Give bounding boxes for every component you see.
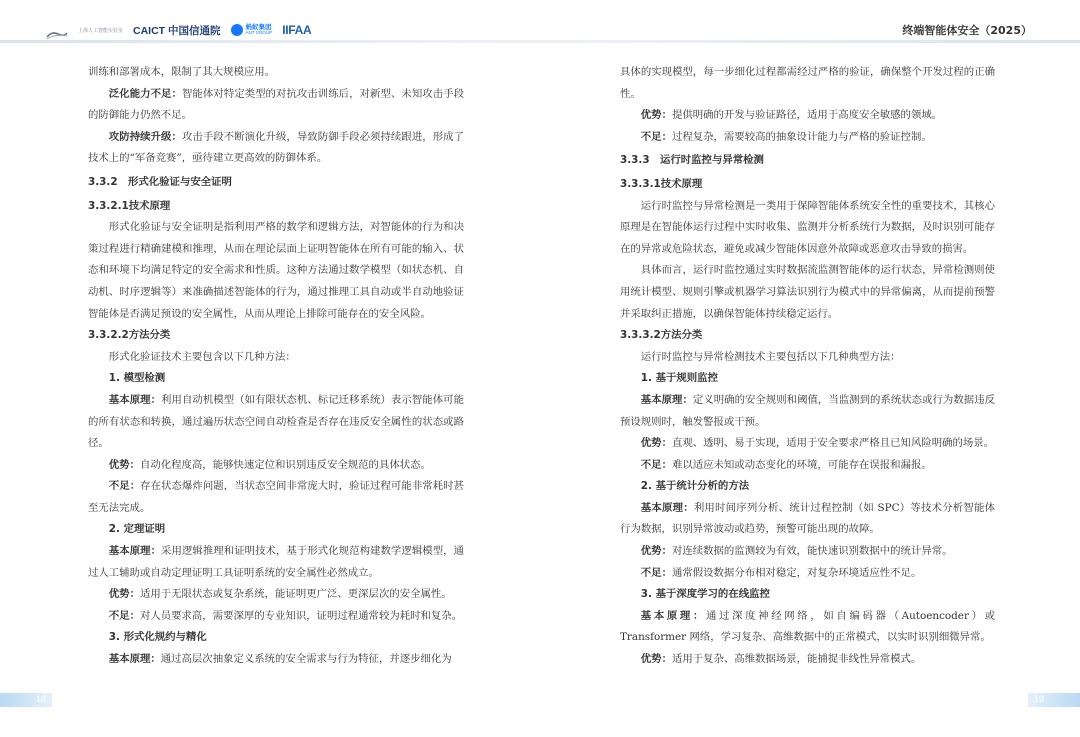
term-label: 不足： xyxy=(108,480,141,493)
term-label: 不足： xyxy=(640,566,672,579)
paragraph xyxy=(88,476,464,519)
term-text: 利用自动机模型（如有限状态机、标记迁移系统）表示智能体可能的所有状态和转换，通过遍历状态空间自动检查是否存在违反安全属性的状态或路径。 xyxy=(88,393,465,450)
section-title: 方法分类 xyxy=(128,329,171,342)
method-heading: 3. 基于深度学习的在线监控 xyxy=(640,588,770,601)
paragraph: 训练和部署成本，限制了其大规模应用。 xyxy=(88,66,276,78)
logo-strip xyxy=(46,20,311,40)
term-text: 过程复杂，需要较高的抽象设计能力与严格的验证控制。 xyxy=(671,130,932,143)
term-text: 采用逻辑推理和证明技术，基于形式化规范构建数学逻辑模型，通过人工辅助或自动定理证明工具证明系统的安全属性必然成立。 xyxy=(88,545,465,579)
term-label: 基本原理： xyxy=(108,393,162,406)
paragraph: 具体而言，运行时监控通过实时数据流监测智能体的运行状态，异常检测则使用统计模型、规则引擎或机器学习算法识别行为模式中的异常偏离，从而提前预警并采取纠正措施，以确保智能体持续稳定运行。 xyxy=(620,264,995,320)
section-title: 形式化验证与安全证明 xyxy=(128,175,232,188)
term-label: 基本原理： xyxy=(640,501,694,514)
section-number: 3.3.3 xyxy=(620,154,650,167)
term-label: 不足： xyxy=(640,130,672,143)
term-label: 基本原理： xyxy=(640,393,693,406)
term-label: 不足： xyxy=(108,609,140,622)
caict-logo: CAICT 中国信通院 xyxy=(133,24,221,37)
paragraph xyxy=(88,127,464,170)
term-text: 适用于无限状态或复杂系统，能证明更广泛、更深层次的安全属性。 xyxy=(139,588,452,601)
paragraph xyxy=(88,84,464,127)
subsection-heading xyxy=(620,174,995,196)
section-number: 3.3.2.2 xyxy=(88,329,129,342)
method-heading: 2. 基于统计分析的方法 xyxy=(640,480,750,493)
term-label: 不足： xyxy=(640,458,672,471)
term-text: 适用于复杂、高维数据场景，能捕捉非线性异常模式。 xyxy=(671,653,922,666)
method-heading: 1. 模型检测 xyxy=(108,372,166,385)
paragraph: 具体的实现模型，每一步细化过程都需经过严格的验证，确保整个开发过程的正确性。 xyxy=(620,66,995,100)
term-text: 通过高层次抽象定义系统的安全需求与行为特征，并逐步细化为 xyxy=(160,653,452,666)
section-title: 方法分类 xyxy=(660,329,703,342)
term-label: 优势： xyxy=(108,588,140,601)
term-text: 自动化程度高，能够快速定位和识别违反安全规范的具体状态。 xyxy=(139,458,431,471)
section-number: 3.3.3.2 xyxy=(620,329,661,342)
section-title: 技术原理 xyxy=(128,199,171,212)
section-heading xyxy=(620,150,995,172)
paragraph xyxy=(88,649,464,671)
term-text: 存在状态爆炸问题，当状态空间非常庞大时，验证过程可能非常耗时甚至无法完成。 xyxy=(88,480,465,514)
term-label: 攻防持续升级： xyxy=(108,130,182,143)
term-label: 优势： xyxy=(640,437,672,450)
section-title: 技术原理 xyxy=(660,177,703,190)
paragraph xyxy=(620,563,995,585)
shanghai-ai-lab-logo-icon xyxy=(46,25,68,35)
paragraph xyxy=(620,390,995,433)
section-number: 3.3.2 xyxy=(88,175,118,188)
paragraph xyxy=(88,390,464,455)
method-heading: 2. 定理证明 xyxy=(108,523,166,536)
header-divider xyxy=(0,40,1080,43)
paragraph xyxy=(620,649,995,671)
paragraph xyxy=(88,584,464,606)
term-label: 优势： xyxy=(640,653,672,666)
term-text: 对人员要求高，需要深厚的专业知识，证明过程通常较为耗时和复杂。 xyxy=(139,609,463,622)
paragraph: 运行时监控与异常检测是一类用于保障智能体系统安全性的重要技术，其核心原理是在智能体运行过程中实时收集、监测并分析系统行为数据，及时识别可能存在的异常或危险状态，避免或减少智能体因意外故障或恶意攻击导致的损害。 xyxy=(620,199,995,255)
method-heading: 1. 基于规则监控 xyxy=(640,372,718,385)
term-label: 基本原理： xyxy=(108,653,161,666)
term-label: 优势： xyxy=(640,545,672,558)
method-heading: 3. 形式化规约与精化 xyxy=(108,631,207,644)
term-text: 通常假设数据分布相对稳定，对复杂环境适应性不足。 xyxy=(671,566,922,579)
subsection-heading xyxy=(88,325,464,347)
term-label: 基本原理： xyxy=(108,545,162,558)
paragraph: 形式化验证与安全证明是指利用严格的数学和逻辑方法，对智能体的行为和决策过程进行精确建模和推理，从而在理论层面上证明智能体在所有可能的输入、状态和环境下均满足特定的安全需求和性质。这种方法通过数学模型（如状态机、自动机、时序逻辑等）来准确描述智能体的行为，通过推理工具自动或半自动地验证智能体是否满足预设的安全属性，从而从理论上排除可能存在的安全风险。 xyxy=(88,221,464,320)
ifaa-logo: IIFAA xyxy=(282,23,312,37)
paragraph xyxy=(620,606,995,649)
term-text: 定义明确的安全规则和阈值，当监测到的系统状态或行为数据违反预设规则时，触发警报或干预。 xyxy=(620,393,995,428)
section-number: 3.3.2.1 xyxy=(88,199,129,212)
page-number-right: 19 xyxy=(1033,694,1044,704)
subsection-heading xyxy=(88,196,464,218)
paragraph xyxy=(88,606,464,628)
ant-group-logo-icon xyxy=(231,24,243,36)
term-text: 对连续数据的监测较为有效，能快速识别数据中的统计异常。 xyxy=(671,545,953,558)
term-text: 提供明确的开发与验证路径，适用于高度安全敏感的领域。 xyxy=(671,109,943,122)
subsection-heading xyxy=(620,325,995,347)
term-text: 难以适应未知或动态变化的环境，可能存在误报和漏报。 xyxy=(671,458,932,471)
paragraph: 运行时监控与异常检测技术主要包括以下几种典型方法： xyxy=(640,350,901,363)
paragraph xyxy=(88,541,464,584)
paragraph xyxy=(620,127,995,149)
right-page-column xyxy=(620,62,995,671)
term-label: 基本原理： xyxy=(640,609,706,622)
term-label: 泛化能力不足： xyxy=(108,87,182,100)
term-label: 优势： xyxy=(640,109,672,122)
ant-group-logo xyxy=(231,24,273,36)
section-title: 运行时监控与异常检测 xyxy=(660,154,764,167)
paragraph xyxy=(620,498,995,541)
term-text: 利用时间序列分析、统计过程控制（如 SPC）等技术分析智能体行为数据，识别异常波动或趋势，预警可能出现的故障。 xyxy=(620,501,995,536)
paragraph xyxy=(620,433,995,455)
paragraph xyxy=(620,105,995,127)
term-label: 优势： xyxy=(108,458,140,471)
term-text: 攻击手段不断演化升级，导致防御手段必须持续跟进，形成了技术上的“军备竞赛”，亟待建立更高效的防御体系。 xyxy=(88,130,465,165)
term-text: 直观、透明、易于实现，适用于安全要求严格且已知风险明确的场景。 xyxy=(671,437,995,450)
term-text: 智能体对特定类型的对抗攻击训练后，对新型、未知攻击手段的防御能力仍然不足。 xyxy=(88,87,465,122)
ant-group-logo-cn: 蚂蚁集团 xyxy=(245,23,272,31)
left-page-column xyxy=(88,62,464,671)
paragraph xyxy=(88,455,464,477)
section-number: 3.3.3.1 xyxy=(620,177,661,190)
shanghai-ai-lab-logo-text: 上海人工智能实验室 xyxy=(78,27,124,34)
document-title: 终端智能体安全（2025） xyxy=(902,24,1032,37)
paragraph xyxy=(620,541,995,563)
ant-group-logo-en: ANT GROUP xyxy=(245,30,273,35)
paragraph: 形式化验证技术主要包含以下几种方法： xyxy=(108,350,296,363)
page-number-left: 18 xyxy=(36,694,47,704)
term-text: 通过深度神经网络，如自编码器（Autoencoder）或 Transformer 网络，学习复杂、高维数据中的正常模式，以实时识别细微异常。 xyxy=(620,609,995,644)
page-header xyxy=(0,0,1080,46)
section-heading xyxy=(88,172,464,194)
paragraph xyxy=(620,455,995,477)
